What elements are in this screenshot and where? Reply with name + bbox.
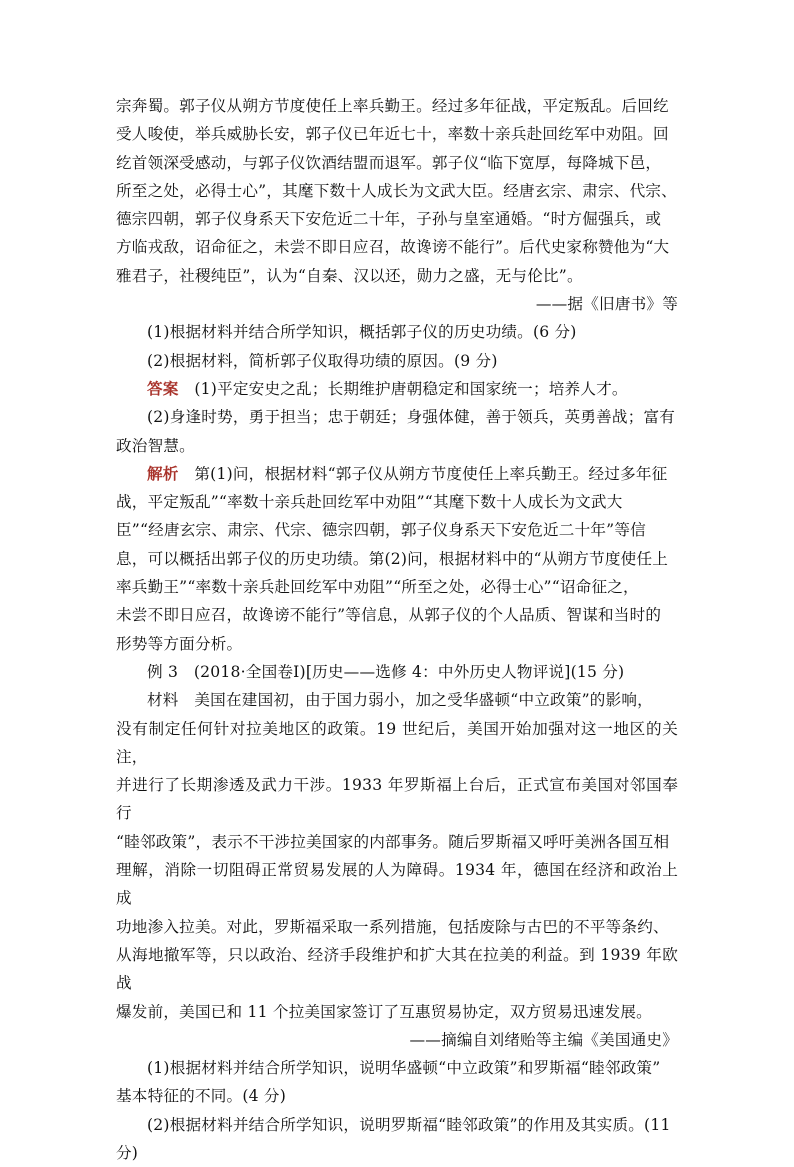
analysis-label: 解析 <box>147 463 179 483</box>
material-line: 受人唆使，举兵威胁长安，郭子仪已年近七十，率数十亲兵赴回纥军中劝阻。回 <box>116 125 669 144</box>
example-question-line: (1)根据材料并结合所学知识，说明华盛顿“中立政策”和罗斯福“睦邻政策” <box>147 1059 661 1078</box>
material-line: 德宗四朝，郭子仪身系天下安危近二十年，子孙与皇室通婚。“时方倔强兵，或 <box>116 210 662 229</box>
material-line: 宗奔蜀。郭子仪从朔方节度使任上率兵勤王。经过多年征战，平定叛乱。后回纥 <box>116 97 669 115</box>
analysis-line: 率兵勤王”“率数十亲兵赴回纥军中劝阻”“所至之处，必得士心”“诏命征之， <box>116 578 639 597</box>
example-material-line: 爆发前，美国已和 11 个拉美国家签订了互惠贸易协定，双方贸易迅速发展。 <box>116 1002 652 1021</box>
example-material-line: 从海地撤军等，只以政治、经济手段维护和扩大其在拉美的利益。到 1939 年欧战 <box>116 945 678 993</box>
document-page <box>116 92 678 1167</box>
question-1: (1)根据材料并结合所学知识，概括郭子仪的历史功绩。(6 分) <box>147 323 577 342</box>
example-material-line: 没有制定任何针对拉美地区的政策。19 世纪后，美国开始加强对这一地区的关注， <box>116 719 678 766</box>
example-material-label: 材料 <box>147 691 179 710</box>
example-material-line: 并进行了长期渗透及武力干涉。1933 年罗斯福上台后，正式宣布美国对邻国奉行 <box>116 776 678 823</box>
analysis-line: 未尝不即日应召，故谗谤不能行”等信息，从郭子仪的个人品质、智谋和当时的 <box>116 606 662 625</box>
example-question-line: (2)根据材料并结合所学知识，说明罗斯福“睦邻政策”的作用及其实质。(11 <box>147 1115 671 1134</box>
material-line: 纥首领深受感动，与郭子仪饮酒结盟而退军。郭子仪“临下宽厚，每降城下邑， <box>116 153 662 172</box>
material-line: 雅君子，社稷纯臣”，认为“自秦、汉以还，勋力之盛，无与伦比”。 <box>116 266 583 285</box>
material-line: 所至之处，必得士心”，其麾下数十人成长为文武大臣。经唐玄宗、肃宗、代宗、 <box>116 181 677 200</box>
answer-label: 答案 <box>147 378 179 398</box>
analysis-text: 第(1)问，根据材料“郭子仪从朔方节度使任上率兵勤王。经过多年征 <box>194 464 668 483</box>
example-question-line: 基本特征的不同。(4 分) <box>116 1087 286 1106</box>
material-line: 方临戎敌，诏命征之，未尝不即日应召，故谗谤不能行”。后代史家称赞他为“大 <box>116 238 670 257</box>
example-material-line: 功地渗入拉美。对此，罗斯福采取一系列措施，包括废除与古巴的不平等条约、 <box>116 917 669 936</box>
material-source: ——据《旧唐书》等 <box>535 295 678 314</box>
analysis-line <box>116 460 678 488</box>
example-source: ——摘编自刘绪贻等主编《美国通史》 <box>409 1030 678 1049</box>
analysis-line: 臣”“经唐玄宗、肃宗、代宗、德宗四朝，郭子仪身系天下安危近二十年”等信 <box>116 521 646 540</box>
example-material-line: 理解，消除一切阻碍正常贸易发展的人为障碍。1934 年，德国在经济和政治上成 <box>116 861 678 908</box>
answer-line <box>116 375 678 403</box>
answer-line: (2)身逢时势，勇于担当；忠于朝廷；身强体健，善于领兵，英勇善战；富有 <box>147 408 676 427</box>
example-material-line <box>116 686 678 714</box>
analysis-line: 息，可以概括出郭子仪的历史功绩。第(2)问，根据材料中的“从朔方节度使任上 <box>116 549 669 568</box>
example-material-text: 美国在建国初，由于国力弱小，加之受华盛顿“中立政策”的影响， <box>194 691 653 710</box>
answer-line: 政治智慧。 <box>116 436 195 455</box>
example-material-line: “睦邻政策”，表示不干涉拉美国家的内部事务。随后罗斯福又呼吁美洲各国互相 <box>116 832 670 851</box>
example-question-line: 分) <box>116 1143 139 1162</box>
question-2: (2)根据材料，简析郭子仪取得功绩的原因。(9 分) <box>147 351 498 370</box>
example-heading: 例 3 (2018·全国卷Ⅰ)[历史——选修 4：中外历史人物评说](15 分) <box>147 662 625 681</box>
analysis-line: 战，平定叛乱”“率数十亲兵赴回纥军中劝阻”“其麾下数十人成长为文武大 <box>116 493 623 512</box>
answer-text: (1)平定安史之乱；长期维护唐朝稳定和国家统一；培养人才。 <box>194 379 628 398</box>
analysis-line: 形势等方面分析。 <box>116 634 243 653</box>
